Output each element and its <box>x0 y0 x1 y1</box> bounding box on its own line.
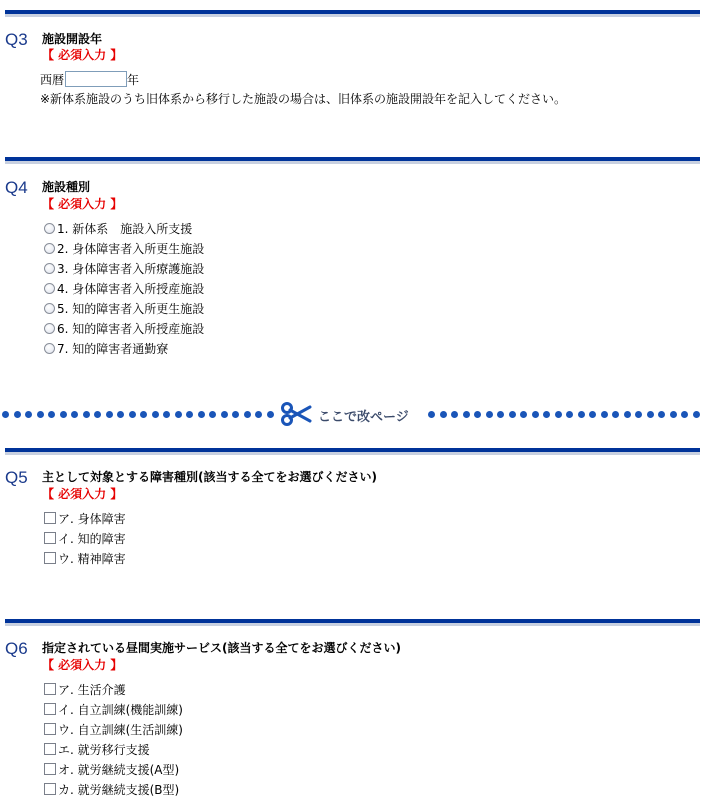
checkbox[interactable] <box>44 763 56 775</box>
page-break-dot <box>486 411 493 418</box>
page-break-dot <box>509 411 516 418</box>
page-break-dot <box>106 411 113 418</box>
page-break-dot <box>14 411 21 418</box>
q5-option-2[interactable] <box>44 529 126 547</box>
page-break-dot <box>693 411 700 418</box>
radio-button[interactable] <box>44 303 55 314</box>
q4-option-1[interactable] <box>44 219 192 237</box>
checkbox[interactable] <box>44 683 56 695</box>
q4-option-label: 5. 知的障害者入所更生施設 <box>57 301 205 316</box>
q6-option-6[interactable] <box>44 780 179 798</box>
q4-title: 施設種別 <box>42 180 91 194</box>
q3-year-suffix: 年 <box>127 72 140 87</box>
page-break-dot <box>543 411 550 418</box>
checkbox[interactable] <box>44 532 56 544</box>
q6-number: Q6 <box>5 639 28 658</box>
q4-option-6[interactable] <box>44 319 204 337</box>
q4-option-3[interactable] <box>44 259 204 277</box>
checkbox[interactable] <box>44 552 56 564</box>
q4-option-label: 7. 知的障害者通勤寮 <box>57 341 169 356</box>
page-break-dot <box>612 411 619 418</box>
q4-option-label: 3. 身体障害者入所療護施設 <box>57 261 205 276</box>
q6-option-label: ウ. 自立訓練(生活訓練) <box>58 722 183 737</box>
page-break-dot <box>532 411 539 418</box>
q6-option-5[interactable] <box>44 760 179 778</box>
q6-option-label: ア. 生活介護 <box>58 682 126 697</box>
radio-button[interactable] <box>44 223 55 234</box>
page-break-dot <box>463 411 470 418</box>
page-break-label: ここで改ページ <box>318 410 409 425</box>
q3-required-label: 【 必須入力 】 <box>42 48 123 62</box>
q3-year-input[interactable] <box>65 71 127 87</box>
q5-option-label: ア. 身体障害 <box>58 511 126 526</box>
q6-divider <box>5 619 700 623</box>
q4-option-7[interactable] <box>44 339 168 357</box>
page-break-dot <box>71 411 78 418</box>
radio-button[interactable] <box>44 243 55 254</box>
radio-button[interactable] <box>44 283 55 294</box>
scissors-icon <box>279 402 313 426</box>
q6-option-label: オ. 就労継続支援(A型) <box>58 762 180 777</box>
page-break-dot <box>60 411 67 418</box>
page-break-dot <box>601 411 608 418</box>
page-break-dot <box>474 411 481 418</box>
q4-option-5[interactable] <box>44 299 204 317</box>
page-break-dot <box>175 411 182 418</box>
checkbox[interactable] <box>44 512 56 524</box>
checkbox[interactable] <box>44 703 56 715</box>
page-break-dot <box>152 411 159 418</box>
q3-number: Q3 <box>5 30 28 49</box>
q6-option-label: イ. 自立訓練(機能訓練) <box>58 702 183 717</box>
q3-year-prefix: 西暦 <box>40 72 65 87</box>
q5-required-label: 【 必須入力 】 <box>42 487 123 501</box>
radio-button[interactable] <box>44 343 55 354</box>
page-break-dot <box>129 411 136 418</box>
page-break-dot <box>163 411 170 418</box>
q6-option-4[interactable] <box>44 740 150 758</box>
page-break-dot <box>221 411 228 418</box>
q4-option-2[interactable] <box>44 239 204 257</box>
page-break-dot <box>48 411 55 418</box>
q6-title: 指定されている昼間実施サービス(該当する全てをお選びください) <box>42 641 401 655</box>
page-break-dot <box>209 411 216 418</box>
q6-option-label: エ. 就労移行支援 <box>58 742 150 757</box>
page-break-dot <box>428 411 435 418</box>
page-break-dot <box>635 411 642 418</box>
q3-divider <box>5 10 700 14</box>
page-break-dot <box>83 411 90 418</box>
page-break-dot <box>94 411 101 418</box>
page-break-dot <box>255 411 262 418</box>
q3-year-row <box>40 70 139 88</box>
page-break-dot <box>520 411 527 418</box>
q4-option-label: 1. 新体系 施設入所支援 <box>57 221 193 236</box>
q5-option-3[interactable] <box>44 549 126 567</box>
q4-option-label: 2. 身体障害者入所更生施設 <box>57 241 205 256</box>
q5-title: 主として対象とする障害種別(該当する全てをお選びください) <box>42 470 377 484</box>
page-break-dot <box>37 411 44 418</box>
checkbox[interactable] <box>44 723 56 735</box>
page-break-separator <box>0 402 707 426</box>
page-break-dot <box>451 411 458 418</box>
page-break-dot <box>25 411 32 418</box>
q6-required-label: 【 必須入力 】 <box>42 658 123 672</box>
page-break-dot <box>578 411 585 418</box>
radio-button[interactable] <box>44 263 55 274</box>
page-break-dot <box>186 411 193 418</box>
page-break-dot <box>647 411 654 418</box>
checkbox[interactable] <box>44 743 56 755</box>
page-break-dot <box>198 411 205 418</box>
q5-number: Q5 <box>5 468 28 487</box>
q4-option-label: 4. 身体障害者入所授産施設 <box>57 281 205 296</box>
q5-option-label: イ. 知的障害 <box>58 531 126 546</box>
page-break-dot <box>681 411 688 418</box>
page-break-dot <box>440 411 447 418</box>
page-break-dot <box>555 411 562 418</box>
q5-divider <box>5 448 700 452</box>
q4-divider <box>5 157 700 161</box>
q3-title: 施設開設年 <box>42 32 103 46</box>
page-break-dot <box>624 411 631 418</box>
page-break-dot <box>2 411 9 418</box>
q3-note: ※新体系施設のうち旧体系から移行した施設の場合は、旧体系の施設開設年を記入してください。 <box>40 92 567 106</box>
q6-option-1[interactable] <box>44 680 126 698</box>
q6-option-label: カ. 就労継続支援(B型) <box>58 782 180 797</box>
page-break-dot <box>232 411 239 418</box>
page-break-dot <box>566 411 573 418</box>
q4-option-label: 6. 知的障害者入所授産施設 <box>57 321 205 336</box>
page-break-dot <box>589 411 596 418</box>
page-break-dot <box>140 411 147 418</box>
page-break-dot <box>658 411 665 418</box>
q6-option-3[interactable] <box>44 720 183 738</box>
page-break-dot <box>497 411 504 418</box>
page-break-dot <box>670 411 677 418</box>
page-break-dot <box>244 411 251 418</box>
q4-required-label: 【 必須入力 】 <box>42 197 123 211</box>
q5-option-1[interactable] <box>44 509 126 527</box>
q4-number: Q4 <box>5 178 28 197</box>
q4-option-4[interactable] <box>44 279 204 297</box>
page-break-dot <box>117 411 124 418</box>
q6-option-2[interactable] <box>44 700 183 718</box>
q5-option-label: ウ. 精神障害 <box>58 551 126 566</box>
checkbox[interactable] <box>44 783 56 795</box>
radio-button[interactable] <box>44 323 55 334</box>
page-break-dot <box>267 411 274 418</box>
